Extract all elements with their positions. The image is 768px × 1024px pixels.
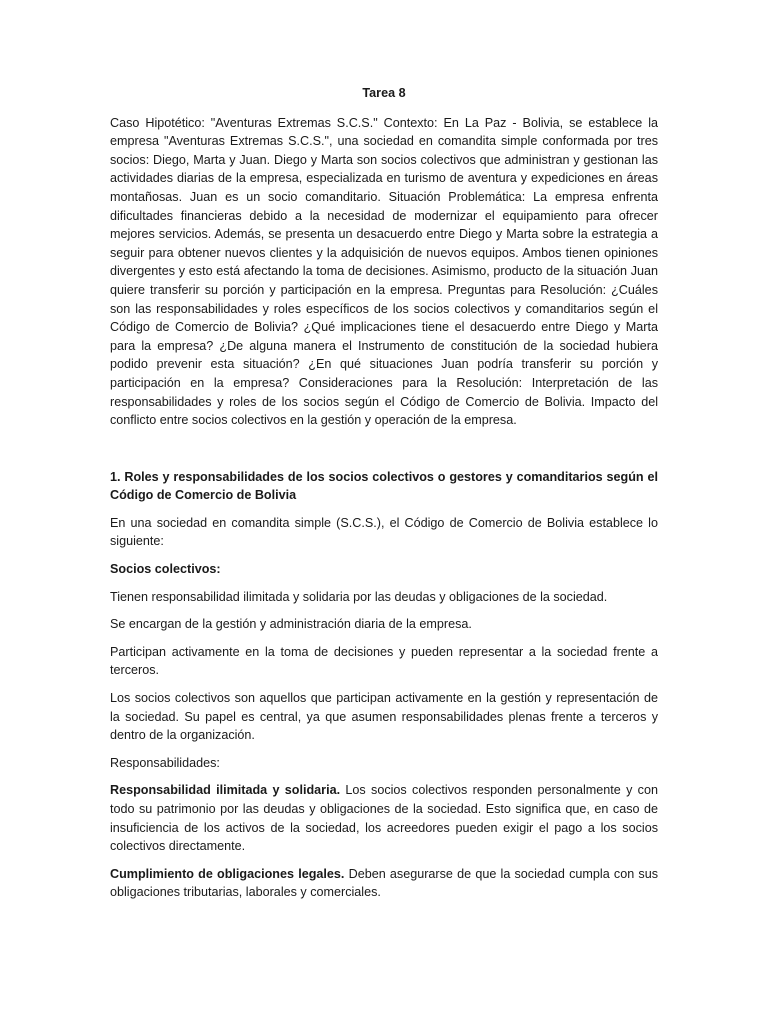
- point-2-paragraph: Se encargan de la gestión y administración diaria de la empresa.: [110, 617, 472, 632]
- responsibility-1-text: Los socios colectivos responden personalmente y con todo su patrimonio por las deudas y obligaciones de la sociedad. Esto significa que, en caso de insuficiencia de los activos de la sociedad, los acreedores pueden exigir el pago a los socios colectivos directamente.: [110, 783, 658, 854]
- responsibility-2-title: Cumplimiento de obligaciones legales.: [110, 866, 345, 881]
- responsibility-1-paragraph: [110, 781, 658, 855]
- responsibility-1-title: Responsabilidad ilimitada y solidaria.: [110, 783, 341, 798]
- point-1-paragraph: Tienen responsabilidad ilimitada y solidaria por las deudas y obligaciones de la sociedad.: [110, 589, 608, 604]
- point-3-paragraph: Participan activamente en la toma de decisiones y pueden representar a la sociedad frente a terceros.: [110, 644, 658, 678]
- responsibility-2-paragraph: [110, 865, 658, 902]
- document-title: Tarea 8: [362, 86, 406, 100]
- section-1-heading: 1. Roles y responsabilidades de los socios colectivos o gestores y comanditarios según el Código de Comercio de Bolivia: [110, 469, 658, 503]
- case-intro-paragraph: Caso Hipotético: "Aventuras Extremas S.C.S." Contexto: En La Paz - Bolivia, se establece la empresa "Aventuras Extremas S.C.S.", una sociedad en comandita simple conformada por tres socios: Diego, Marta y Juan. Diego y Marta son socios colectivos que administran y gestionan las actividades diarias de la empresa, especializada en turismo de aventura y expediciones en áreas montañosas. Juan es un socio comanditario. Situación Problemática: La empresa enfrenta dificultades financieras debido a la necesidad de modernizar el equipamiento para ofrecer mejores servicios. Además, se presenta un desacuerdo entre Diego y Marta sobre la estrategia a seguir para obtener nuevos clientes y la adquisición de nuevos equipos. Ambos tienen opiniones divergentes y esto está afectando la toma de decisiones. Asimismo, producto de la situación Juan quiere transferir su porción y participación en la empresa. Preguntas para Resolución: ¿Cuáles son las responsabilidades y roles específicos de los socios colectivos y comanditarios según el Código de Comercio de Bolivia? ¿Qué implicaciones tiene el desacuerdo entre Diego y Marta para la empresa? ¿De alguna manera el Instrumento de constitución de la sociedad hubiera podido prevenir esta situación? ¿En qué situaciones Juan podría transferir su porción y participación en la empresa? Consideraciones para la Resolución: Interpretación de las responsabilidades y roles de los socios según el Código de Comercio de Bolivia. Impacto del conflicto entre socios colectivos en la gestión y operación de la empresa.: [110, 115, 658, 428]
- responsibility-2-text: Deben asegurarse de que la sociedad cumpla con sus obligaciones tributarias, laborales y comerciales.: [110, 866, 658, 900]
- document-page: [110, 84, 658, 911]
- responsabilidades-label: Responsabilidades:: [110, 755, 220, 770]
- section-1-intro: En una sociedad en comandita simple (S.C.S.), el Código de Comercio de Bolivia establece lo siguiente:: [110, 515, 658, 549]
- socios-colectivos-heading: Socios colectivos:: [110, 562, 221, 577]
- description-paragraph: Los socios colectivos son aquellos que participan activamente en la gestión y representación de la sociedad. Su papel es central, ya que asumen responsabilidades plenas frente a terceros y dentro de la organización.: [110, 691, 658, 743]
